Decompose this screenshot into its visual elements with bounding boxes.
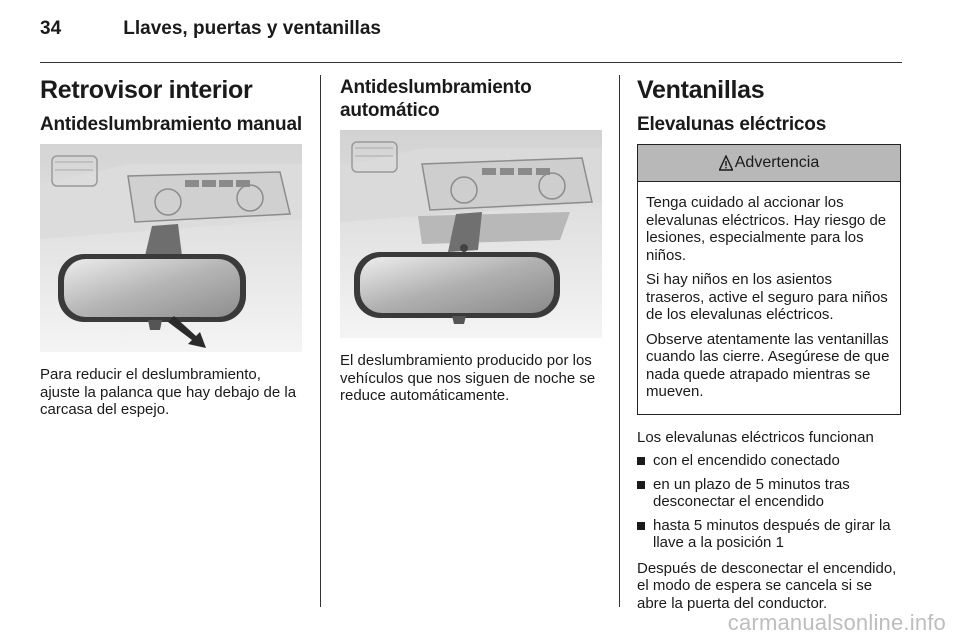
warning-paragraph: Si hay niños en los asientos traseros, active el seguro para niños de los elevalunas eléctricos. [646, 271, 888, 323]
column-middle [340, 72, 602, 411]
bullet-square-icon [637, 522, 645, 530]
conditions-list [637, 452, 901, 552]
bullet-square-icon [637, 457, 645, 465]
column-left [40, 72, 302, 425]
bullet-square-icon [637, 481, 645, 489]
list-item: en un plazo de 5 minutos tras desconectar el encendido [637, 476, 901, 511]
warning-header [638, 145, 900, 182]
column-divider-2 [619, 75, 620, 607]
power-windows-intro: Los elevalunas eléctricos funcionan [637, 428, 874, 446]
manual-antiglare-text: Para reducir el deslumbramiento, ajuste la palanca que hay debajo de la carcasa del espejo. [40, 366, 297, 418]
column-right [637, 72, 901, 618]
column-divider-1 [320, 75, 321, 607]
section-title-windows: Ventanillas [637, 76, 765, 104]
standby-cancel-text: Después de desconectar el encendido, el modo de espera se cancela si se abre la puerta del conductor. [637, 559, 897, 612]
automatic-antiglare-text: El deslumbramiento producido por los vehículos que nos siguen de noche se reduce automáticamente. [340, 352, 596, 404]
manual-mirror-illustration [40, 144, 302, 352]
page-header [40, 18, 381, 40]
subsection-title-automatic-antiglare: Antideslumbramiento automático [340, 77, 532, 121]
page-number: 34 [40, 18, 62, 39]
list-item: con el encendido conectado [637, 452, 901, 470]
warning-body [638, 182, 900, 414]
warning-title: Advertencia [734, 154, 820, 171]
section-title-interior-mirror: Retrovisor interior [40, 76, 253, 104]
warning-box [637, 144, 901, 415]
watermark: carmanualsonline.info [727, 610, 946, 635]
warning-paragraph: Observe atentamente las ventanillas cuando las cierre. Asegúrese de que nada quede atrapado mientras se mueven. [646, 330, 890, 400]
chapter-title: Llaves, puertas y ventanillas [123, 18, 381, 39]
subsection-title-power-windows: Elevalunas eléctricos [637, 114, 827, 135]
header-rule [40, 62, 902, 63]
warning-triangle-icon [719, 155, 733, 171]
subsection-title-manual-antiglare: Antideslumbramiento manual [40, 114, 302, 135]
warning-paragraph: Tenga cuidado al accionar los elevalunas eléctricos. Hay riesgo de lesiones, especialmente para los niños. [646, 194, 887, 264]
automatic-mirror-illustration [340, 130, 602, 338]
list-item: hasta 5 minutos después de girar la llave a la posición 1 [637, 517, 901, 552]
